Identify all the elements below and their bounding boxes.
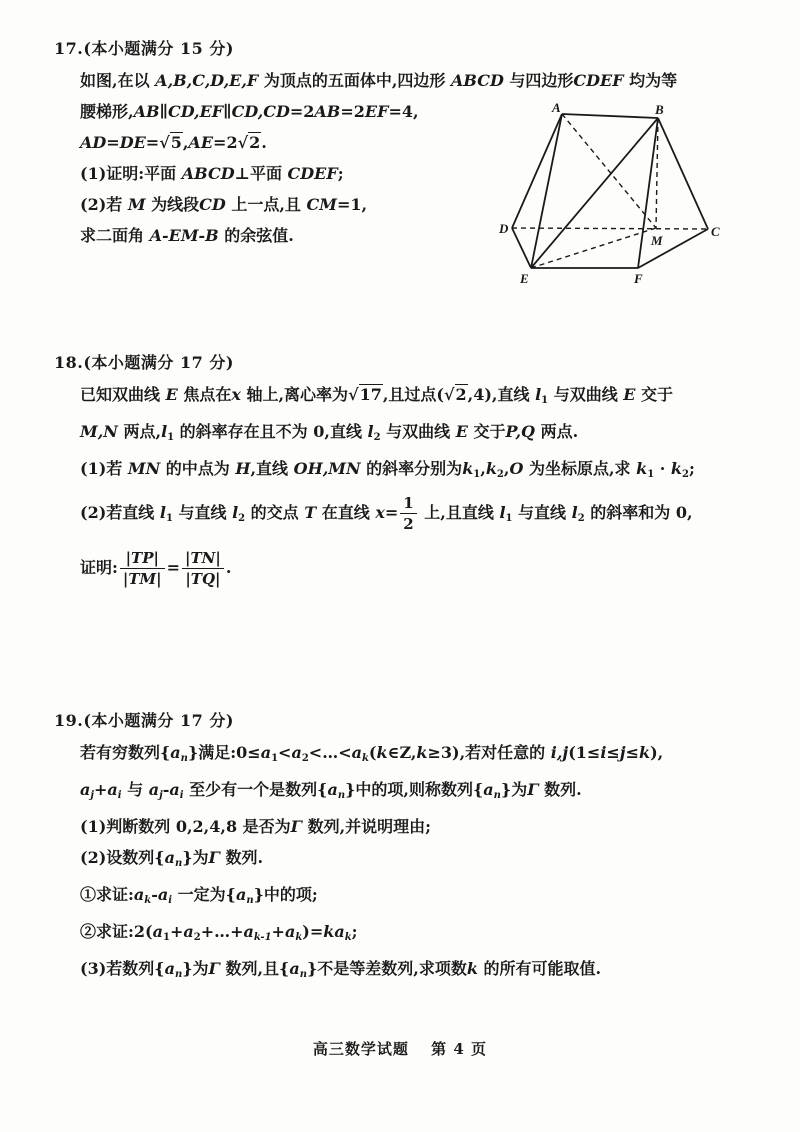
text: E [165,385,178,404]
problem-19-q2-1 [54,879,744,916]
text: M,N [80,422,118,441]
subscript: 2 [238,513,246,524]
subscript: 2 [577,513,585,524]
text: a [107,780,118,799]
subscript: n [299,969,307,980]
subscript: n [180,753,188,764]
text: 交于 [635,385,674,404]
text: (1)若 [80,459,128,478]
subscript: n [493,790,501,801]
text: (3)若数列{ [80,959,165,978]
vertex-label-M: M [651,233,663,248]
text: 的斜率存在且不为 0,直线 [174,422,368,441]
text: ②求证:2( [80,922,153,941]
text: a [284,922,296,941]
subscript: k-1 [253,932,272,943]
text: 数列,并说明理由; [302,817,432,836]
subscript: n [337,790,346,801]
text: (2)若直线 [80,503,160,522]
edge-FC [638,229,708,268]
subscript: 1 [541,395,549,406]
problem-18 [54,350,744,592]
subscript: 1 [271,753,279,764]
subscript: 2 [373,432,381,443]
page-footer [0,1038,800,1059]
footer-title: 高三数学试题 [312,1040,409,1058]
text: a [169,780,180,799]
text: <…< [308,743,352,762]
text: (2)若 [80,195,128,214]
text: ,直线 [250,459,294,478]
subscript: 1 [473,469,481,480]
text: 一定为{ [172,885,236,904]
text: E [623,385,636,404]
text: 在直线 [316,503,376,522]
text: k [466,959,478,978]
text: (1)判断数列 0,2,4,8 是否为 [80,817,291,836]
text: , [480,459,486,478]
text: + [94,780,108,799]
pentahedron-figure [500,102,740,292]
text: l [232,503,239,522]
text: ,4),直线 [467,385,536,404]
text: Γ [527,780,539,799]
text: a [351,743,362,762]
text: 腰梯形, [80,102,134,121]
problem-17-line-1 [54,65,744,96]
text: 两点, [117,422,162,441]
subscript: j [90,790,94,801]
text: x [231,385,241,404]
text: CM [306,195,337,214]
subscript: 1 [163,932,170,943]
problem-18-proof [54,544,744,592]
text: ABCD [181,164,235,183]
problem-19-title: 19.(本小题满分 17 分) [54,711,234,730]
text: . [261,133,267,152]
text: DE [119,133,146,152]
text: =2 [213,133,238,152]
subscript: i [117,790,122,801]
vertex-label-F: F [634,271,643,286]
text: - [162,780,170,799]
text: - [151,885,158,904]
subscript: n [246,895,254,906]
text: a [243,922,254,941]
text: (1)证明:平面 [80,164,182,183]
text: }为 [182,959,209,978]
problem-17-title: 17.(本小题满分 15 分) [54,39,234,58]
text: MN [127,459,161,478]
text: 已知双曲线 [80,385,166,404]
problem-17-line-3: AD=DE=√5,AE=2√2. [80,133,267,152]
text: ABCD [450,71,504,90]
text: a [327,780,338,799]
text: 与双曲线 [380,422,456,441]
subscript: n [174,858,183,869]
footer-page-number: 第 4 页 [431,1040,488,1058]
text: a [148,780,160,799]
text: = [384,503,399,522]
subscript: 1 [647,469,655,480]
text: a [170,743,181,762]
sqrt-5: 5 [170,133,182,152]
text: 与直线 [172,503,233,522]
text: a [133,885,145,904]
text: 求二面角 [80,226,150,245]
text: O [509,459,524,478]
edge-AE [531,114,562,268]
text: 的斜率和为 0, [584,503,693,522]
text: 若有穷数列{ [80,743,171,762]
denominator: 2 [403,515,414,533]
text: a [183,922,194,941]
text: ⊥平面 [234,164,288,183]
text: a [235,885,247,904]
vertex-label-D: D [499,221,509,236]
subscript: 2 [193,932,201,943]
text: CDEF [573,71,624,90]
problem-18-line-2 [54,416,744,453]
text: ∈Z, [387,743,417,762]
text: 为坐标原点,求 [523,459,637,478]
text: A-EM-B [149,226,219,245]
text: 轴上,离心率为 [240,385,349,404]
text: Γ [208,848,220,867]
subscript: i [168,895,173,906]
text: , [182,133,189,152]
text: l [367,422,374,441]
subscript: k [144,895,152,906]
text: =2 [340,102,365,121]
text: ka [323,922,345,941]
vertex-label-A: A [552,100,561,115]
text: 数列,且{ [219,959,290,978]
numerator: 1 [400,493,416,514]
text: )= [302,922,324,941]
text: a [152,922,163,941]
text: 与双曲线 [548,385,624,404]
edge-BC [658,118,708,229]
text: a [291,743,302,762]
numerator: |TN| [182,548,224,569]
text: = [106,133,120,152]
text: l [161,422,168,441]
text: a [260,743,272,762]
text: =1, [336,195,368,214]
text: 至少有一个是数列{ [183,780,328,799]
text: a [164,959,175,978]
text: k [376,743,388,762]
text: AE [188,133,214,152]
text: =4, [388,102,419,121]
text: = [166,558,181,577]
text: j [619,743,626,762]
text: 的斜率分别为 [360,459,463,478]
text: 上,且直线 [418,503,500,522]
text: k [416,743,428,762]
text: ; [337,164,344,183]
text: ), [650,743,664,762]
text: i [600,743,607,762]
sqrt-2: 2 [455,385,467,404]
edge-AM-hidden [562,114,656,228]
fraction-one-half [400,493,416,534]
text: a [289,959,300,978]
text: 的中点为 [160,459,236,478]
text: 数列. [219,848,264,867]
text: A,B,C,D,E,F [155,71,259,90]
subscript: j [159,790,163,801]
text: 与四边形 [503,71,574,90]
text: + [169,922,184,941]
text: Γ [290,817,303,836]
subscript: n [174,969,183,980]
denominator: |TQ| [185,570,221,588]
text: k [636,459,648,478]
text: a [483,780,494,799]
text: }不是等差数列,求项数 [306,959,467,978]
numerator: |TP| [120,548,165,569]
text: ①求证: [80,885,134,904]
text: }中的项; [253,885,318,904]
sqrt-2: 2 [249,133,261,152]
text: 上一点,且 [225,195,307,214]
text: ( [368,743,377,762]
text: 的余弦值. [218,226,294,245]
text: ≤ [625,743,639,762]
text: M [127,195,146,214]
subscript: k [295,932,303,943]
text: 证明: [80,558,118,577]
subscript: k [344,932,352,943]
text: =2 [289,102,315,121]
problem-19 [54,708,744,990]
text: < [278,743,292,762]
text: AB∥CD,EF∥CD,CD [133,102,290,121]
text: T [304,503,317,522]
text: ≤ [606,743,620,762]
text: (2)设数列{ [80,848,165,867]
subscript: i [179,790,184,801]
text: 与 [121,780,149,799]
text: a [157,885,169,904]
subscript: 1 [505,513,513,524]
text: 焦点在 [177,385,232,404]
text: a [164,848,175,867]
text: }为 [182,848,209,867]
problem-18-line-1: 已知双曲线 E 焦点在x 轴上,离心率为√17,且过点(√2,4),直线 $l_1$ 与双曲线 E 交于 [80,385,674,406]
text: ,且过点( [382,385,444,404]
vertex-label-C: C [711,224,720,239]
denominator: |TM| [122,570,162,588]
text: CDEF [287,164,338,183]
text: OH,MN [293,459,361,478]
vertex-label-B: B [655,102,664,117]
text: Γ [208,959,220,978]
text: 两点. [535,422,579,441]
text: 为顶点的五面体中,四边形 [258,71,451,90]
text: · [654,459,671,478]
vertex-label-E: E [520,271,529,286]
problem-19-line-1 [54,737,744,774]
text: 交于 [467,422,506,441]
edge-AD [512,114,562,228]
text: l [159,503,166,522]
subscript: 2 [682,469,689,480]
text: l [499,503,506,522]
problem-18-q2 [54,490,744,542]
text: k [485,459,497,478]
problem-18-q1 [54,453,744,490]
text: x [375,503,385,522]
text: }满足:0≤ [187,743,261,762]
subscript: 1 [167,432,175,443]
text: EF [364,102,389,121]
text: k [670,459,682,478]
problem-19-line-2 [54,774,744,811]
edge-DC-hidden [512,228,708,229]
text: 均为等 [623,71,678,90]
text: i,j [550,743,569,762]
text: 如图,在以 [80,71,156,90]
text: ; [688,459,695,478]
problem-19-q3 [54,953,744,990]
text: }为 [500,780,528,799]
text: 与直线 [512,503,572,522]
problem-19-q2-2 [54,916,744,953]
problem-19-q2 [54,842,744,879]
text: 为线段 [145,195,200,214]
edge-EM-hidden [531,228,656,268]
text: , [503,459,510,478]
text: P,Q [505,422,535,441]
subscript: 2 [301,753,309,764]
fraction-tn-tq [182,548,224,589]
sqrt-17: 17 [359,385,382,404]
text: k [639,743,651,762]
text: }中的项,则称数列{ [345,780,484,799]
text: E [455,422,468,441]
text: CD [199,195,226,214]
text: H [235,459,251,478]
subscript: k [361,753,369,764]
text: +…+ [200,922,244,941]
text: 的所有可能取值. [477,959,602,978]
edge-DE [512,228,531,268]
text: ≥3),若对任意的 [427,743,551,762]
text: l [571,503,578,522]
subscript: 1 [165,513,173,524]
text: AB [314,102,341,121]
text: k [462,459,474,478]
text: (1≤ [568,743,601,762]
subscript: 2 [496,469,504,480]
problem-19-q1 [54,811,744,842]
text: a [80,780,91,799]
text: AD [80,133,107,152]
fraction-tp-tm [120,548,165,589]
text: . [225,558,232,577]
text: 数列. [538,780,582,799]
problem-18-title: 18.(本小题满分 17 分) [54,353,234,372]
text: ; [351,922,358,941]
text: 的交点 [245,503,305,522]
text: + [271,922,285,941]
text: l [535,385,542,404]
edge-AB [562,114,658,118]
text: = [145,133,160,152]
